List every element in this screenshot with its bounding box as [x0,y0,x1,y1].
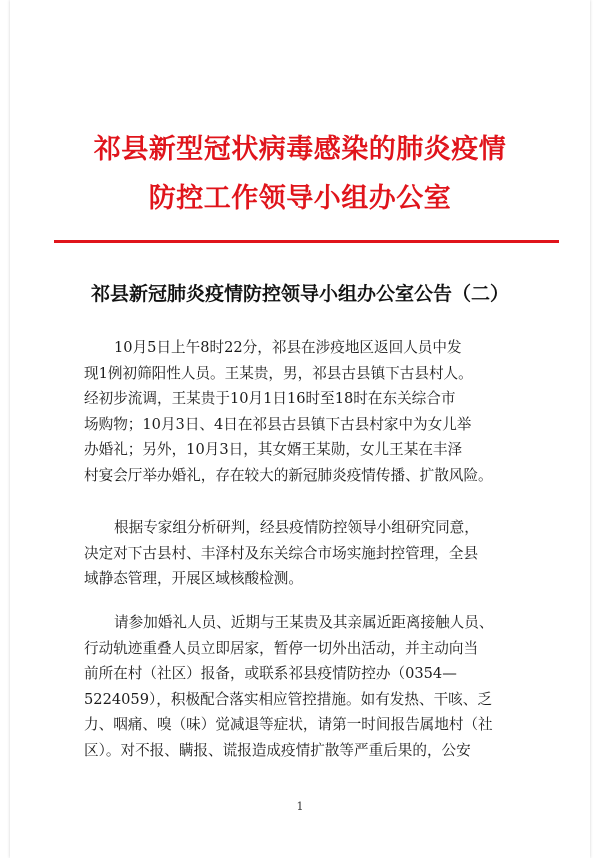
paragraph-3 [84,610,544,764]
paragraph-line: 现1例初筛阳性人员。王某贵，男，祁县古县镇下古县村人。 [84,364,473,382]
red-divider [54,240,559,243]
paragraph-line: 力、咽痛、嗅（味）觉减退等症状，请第一时间报告属地村（社 [84,716,493,734]
issuing-office-line-2: 防控工作领导小组办公室 [148,183,452,214]
paragraph-line: 前所在村（社区）报备，或联系祁县疫情防控办（0354— [84,665,457,683]
paragraph-1 [84,335,544,489]
page-number: 1 [296,800,304,813]
paragraph-line: 场购物；10月3日、4日在祁县古县镇下古县村家中为女儿举 [84,415,472,433]
paragraph-line: 请参加婚礼人员、近期与王某贵及其亲属近距离接触人员、 [114,614,494,631]
issuing-office-line-1: 祁县新型冠状病毒感染的肺炎疫情 [93,134,507,165]
document-title: 祁县新冠肺炎疫情防控领导小组办公室公告（二） [90,283,509,305]
paragraph-line: 经初步流调，王某贵于10月1日16时至18时在东关综合市 [84,390,456,408]
paragraph-line: 5224059），积极配合落实相应管控措施。如有发热、干咳、乏 [84,690,492,708]
paragraph-line: 村宴会厅举办婚礼，存在较大的新冠肺炎疫情传播、扩散风险。 [84,466,493,484]
paragraph-line: 区）。对不报、瞒报、谎报造成疫情扩散等严重后果的，公安 [84,741,471,759]
paragraph-line: 办婚礼；另外，10月3日，其女婿王某勋，女儿王某在丰泽 [84,441,463,459]
paragraph-line: 决定对下古县村、丰泽村及东关综合市场实施封控管理，全县 [84,544,479,562]
document-page [10,0,590,858]
paragraph-line: 10月5日上午8时22分，祁县在涉疫地区返回人员中发 [114,339,462,356]
paragraph-line: 根据专家组分析研判，经县疫情防控领导小组研究同意， [114,519,479,536]
paragraph-line: 行动轨迹重叠人员立即居家，暂停一切外出活动，并主动向当 [84,639,479,657]
paragraph-2 [84,515,544,592]
paragraph-line: 域静态管理，开展区域核酸检测。 [84,570,303,588]
